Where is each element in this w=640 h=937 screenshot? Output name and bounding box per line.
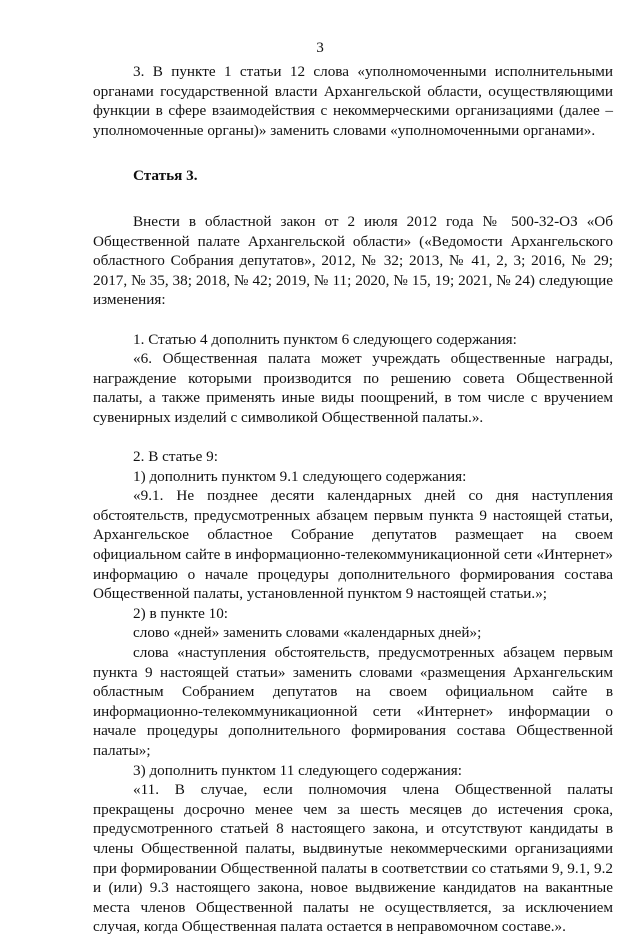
quoted-point-6: «6. Общественная палата может учреждать общественные награды, награждение которыми производится по решению совета Общественной палаты, а также применять иные виды поощрений, в том числе с вручением сувенирных изделий с символикой Общественной палаты.». — [93, 350, 613, 426]
spacer — [93, 186, 613, 212]
subitem-2: 2) в пункте 10: — [133, 604, 229, 622]
subitem-1: 1) дополнить пунктом 9.1 следующего содержания: — [133, 467, 467, 485]
amendment-intro: Внести в областной закон от 2 июля 2012 года № 500-32-ОЗ «Об Общественной палате Архангельской области» («Ведомости Архангельского областного Собрания депутатов», 2012, № 32; 2013, № 41, 2, 3; 2016, № 29; 2017, № 35, 38; 2018, № 42; 2019, № 11; 2020, № 15, 19; 2021, № 24) следующие изменения: — [93, 212, 613, 309]
article-heading: Статья 3. — [133, 167, 198, 185]
spacer — [93, 310, 613, 330]
replacement-days: слово «дней» заменить словами «календарных дней»; — [133, 624, 482, 642]
quoted-point-9-1: «9.1. Не позднее десяти календарных дней со дня наступления обстоятельств, предусмотренных абзацем первым пункта 9 настоящей статьи, Архангельское областное Собрание депутатов размещает на своем официальном сайте в информационно-телекоммуникационной сети «Интернет» информацию о начале процедуры дополнительного формирования состава Общественной палаты, установленной пунктом 9 настоящей статьи.»; — [93, 487, 613, 603]
quoted-point-11: «11. В случае, если полномочия члена Общественной палаты прекращены досрочно менее чем за шесть месяцев до истечения срока, предусмотренного статьей 8 настоящего закона, и отсутствуют кандидаты в члены Общественной палаты, выдвинутые некоммерческими организациями при формировании Общественной палаты в соответствии со статьями 9, 9.1, 9.2 и (или) 9.3 настоящего закона, новое выдвижение кандидатов на вакантные места членов Общественной палаты не осуществляется, за исключением случая, когда Общественная палата остается в неправомочном составе.». — [93, 781, 613, 936]
spacer — [93, 428, 613, 448]
subitem-3: 3) дополнить пунктом 11 следующего содержания: — [133, 761, 462, 779]
paragraph-item-1: 1. Статью 4 дополнить пунктом 6 следующего содержания: — [133, 330, 517, 348]
replacement-words: слова «наступления обстоятельств, предусмотренных абзацем первым пункта 9 настоящей статьи» заменить словами «размещения Архангельским областным Собранием депутатов на своем официальном сайте в информационно-телекоммуникационной сети «Интернет» информации о начале процедуры дополнительного формирования состава Общественной палаты»; — [93, 644, 613, 759]
page-number: 3 — [316, 39, 324, 56]
document-body — [93, 62, 613, 937]
spacer — [93, 140, 613, 166]
paragraph-item-2: 2. В статье 9: — [133, 448, 218, 466]
paragraph-item-3: 3. В пункте 1 статьи 12 слова «уполномоченными исполнительными органами государственной власти Архангельской области, осуществляющими функции в сфере взаимодействия с некоммерческими организациями (далее – уполномоченные органы)» заменить словами «уполномоченными органами». — [93, 63, 613, 139]
